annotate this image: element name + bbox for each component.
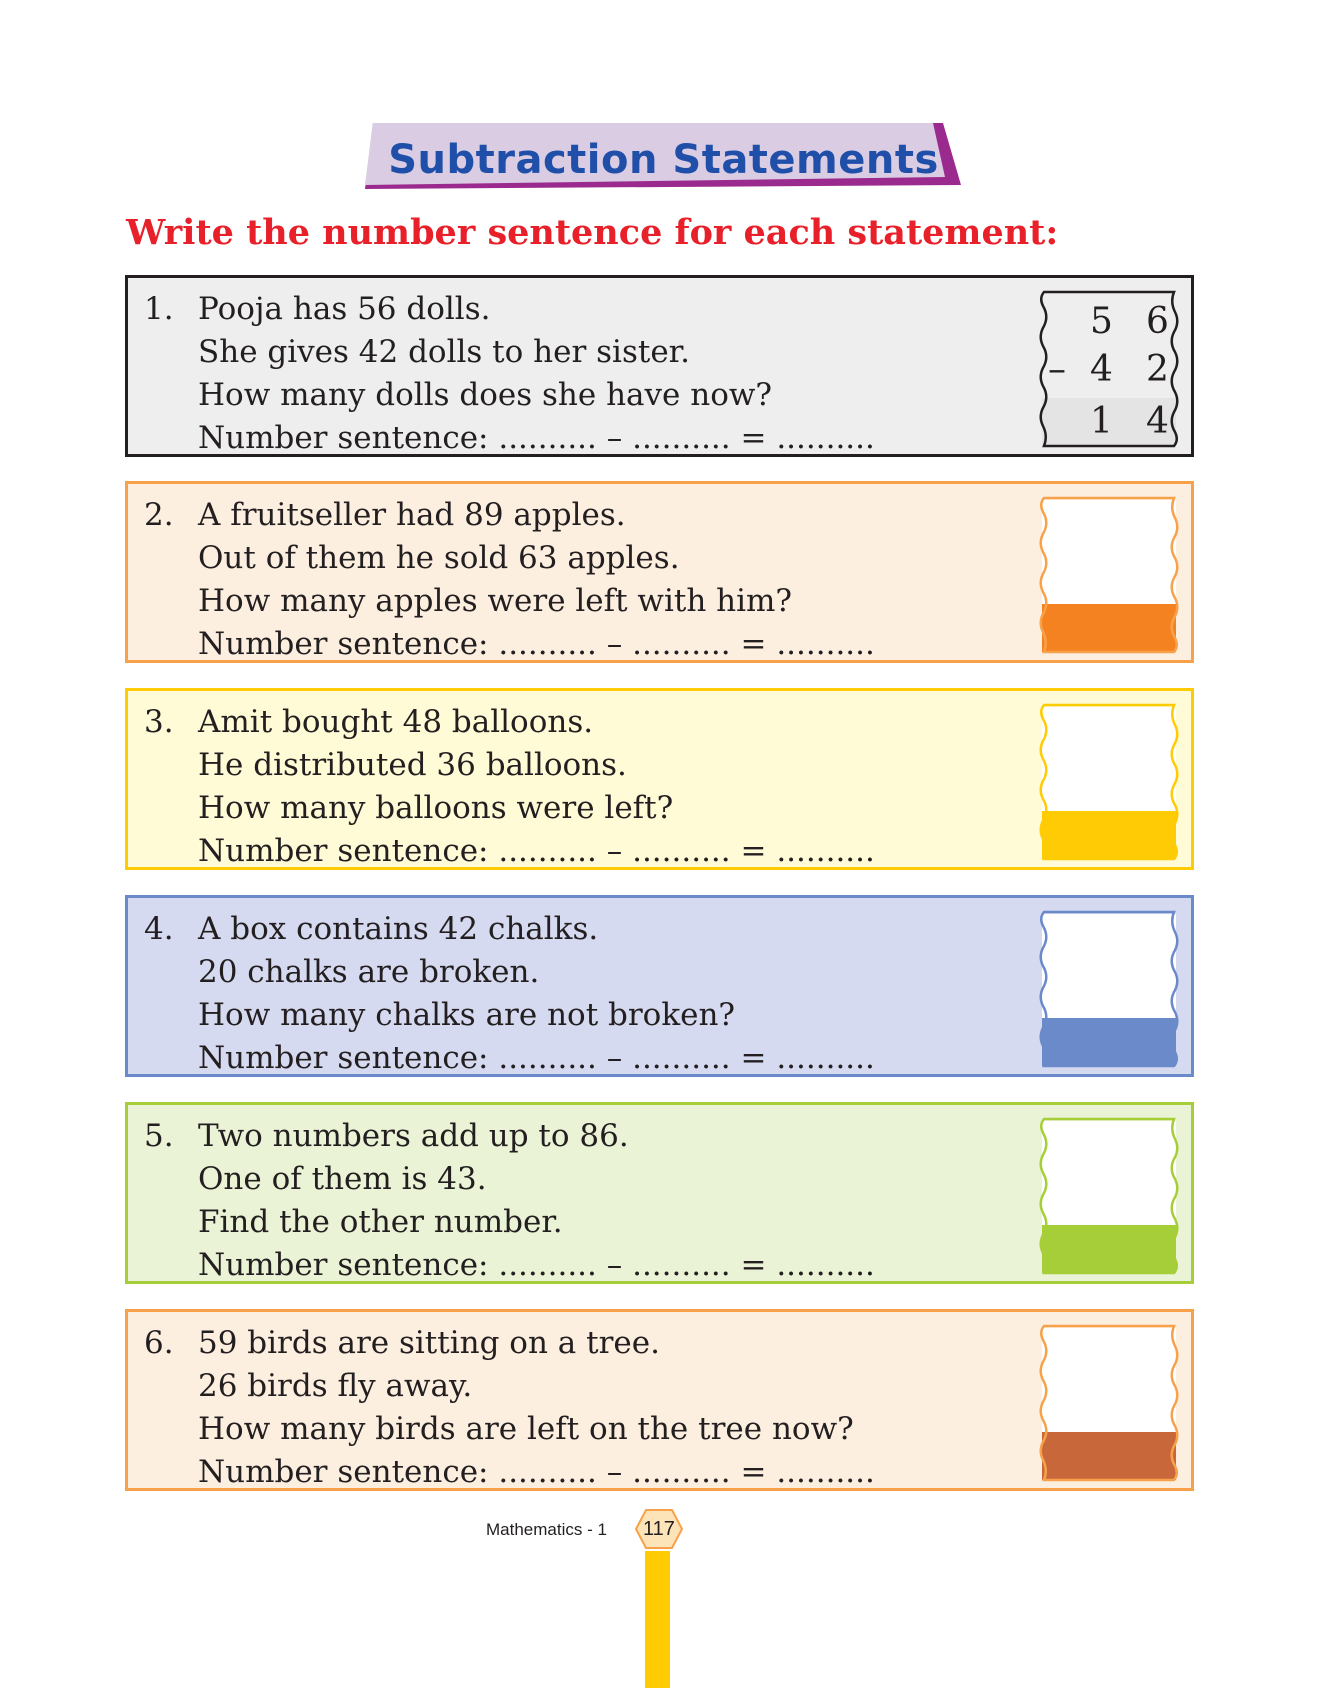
answer-box: [1034, 908, 1184, 1070]
answer-band: [1042, 1018, 1176, 1066]
answer-digit: 5: [1090, 301, 1113, 342]
question-line: 26 birds fly away.: [198, 1368, 473, 1404]
answer-digit: 1: [1090, 401, 1113, 442]
minus-sign: –: [1048, 349, 1066, 390]
question-card-4: [125, 895, 1194, 1077]
question-line: One of them is 43.: [198, 1161, 487, 1197]
answer-box: [1034, 288, 1184, 450]
question-line: Two numbers add up to 86.: [198, 1118, 629, 1154]
question-line: 20 chalks are broken.: [198, 954, 540, 990]
footer-book-label: Mathematics - 1: [486, 1520, 607, 1539]
number-sentence: Number sentence: .......... – .......... = ..........: [198, 420, 875, 456]
answer-band: [1042, 1225, 1176, 1273]
question-line: How many apples were left with him?: [198, 583, 793, 619]
question-line: Out of them he sold 63 apples.: [198, 540, 680, 576]
page-number: 117: [643, 1518, 675, 1540]
answer-box: [1034, 1115, 1184, 1277]
answer-box-frame: [1034, 1322, 1184, 1484]
number-sentence: Number sentence: .......... – .......... = ..........: [198, 1454, 875, 1490]
answer-digit: 2: [1146, 349, 1169, 390]
question-card-3: [125, 688, 1194, 870]
number-sentence: Number sentence: .......... – .......... = ..........: [198, 833, 875, 869]
instruction-heading: Write the number sentence for each statement:: [126, 212, 1059, 253]
question-number: 3.: [144, 704, 174, 740]
answer-box-frame: [1034, 908, 1184, 1070]
question-line: 59 birds are sitting on a tree.: [198, 1325, 660, 1361]
question-line: Amit bought 48 balloons.: [198, 704, 594, 740]
question-line: Find the other number.: [198, 1204, 563, 1240]
number-sentence: Number sentence: .......... – .......... = ..........: [198, 626, 875, 662]
page-tab-bar: [645, 1551, 670, 1688]
question-line: Pooja has 56 dolls.: [198, 291, 491, 327]
question-line: How many dolls does she have now?: [198, 377, 773, 413]
answer-box: [1034, 1322, 1184, 1484]
question-line: She gives 42 dolls to her sister.: [198, 334, 690, 370]
answer-band: [1042, 604, 1176, 652]
answer-box-frame: [1034, 494, 1184, 656]
answer-box: [1034, 701, 1184, 863]
question-line: How many birds are left on the tree now?: [198, 1411, 854, 1447]
question-card-2: [125, 481, 1194, 663]
answer-digit: 4: [1090, 349, 1113, 390]
question-card-5: [125, 1102, 1194, 1284]
answer-band: [1042, 1432, 1176, 1480]
question-number: 4.: [144, 911, 174, 947]
question-number: 2.: [144, 497, 174, 533]
question-line: A fruitseller had 89 apples.: [198, 497, 626, 533]
number-sentence: Number sentence: .......... – .......... = ..........: [198, 1247, 875, 1283]
question-number: 5.: [144, 1118, 174, 1154]
question-line: A box contains 42 chalks.: [198, 911, 599, 947]
title-banner: [365, 123, 962, 203]
answer-box: [1034, 494, 1184, 656]
answer-box-frame: [1034, 1115, 1184, 1277]
answer-digit: 6: [1146, 301, 1169, 342]
answer-box-frame: [1034, 701, 1184, 863]
answer-digit: 4: [1146, 401, 1169, 442]
question-card-6: [125, 1309, 1194, 1491]
number-sentence: Number sentence: .......... – .......... = ..........: [198, 1040, 875, 1076]
question-line: How many balloons were left?: [198, 790, 674, 826]
question-line: He distributed 36 balloons.: [198, 747, 627, 783]
question-card-1: [125, 275, 1194, 457]
answer-band: [1042, 811, 1176, 859]
question-line: How many chalks are not broken?: [198, 997, 736, 1033]
page-title: Subtraction Statements: [388, 137, 939, 183]
question-number: 6.: [144, 1325, 174, 1361]
question-number: 1.: [144, 291, 174, 327]
